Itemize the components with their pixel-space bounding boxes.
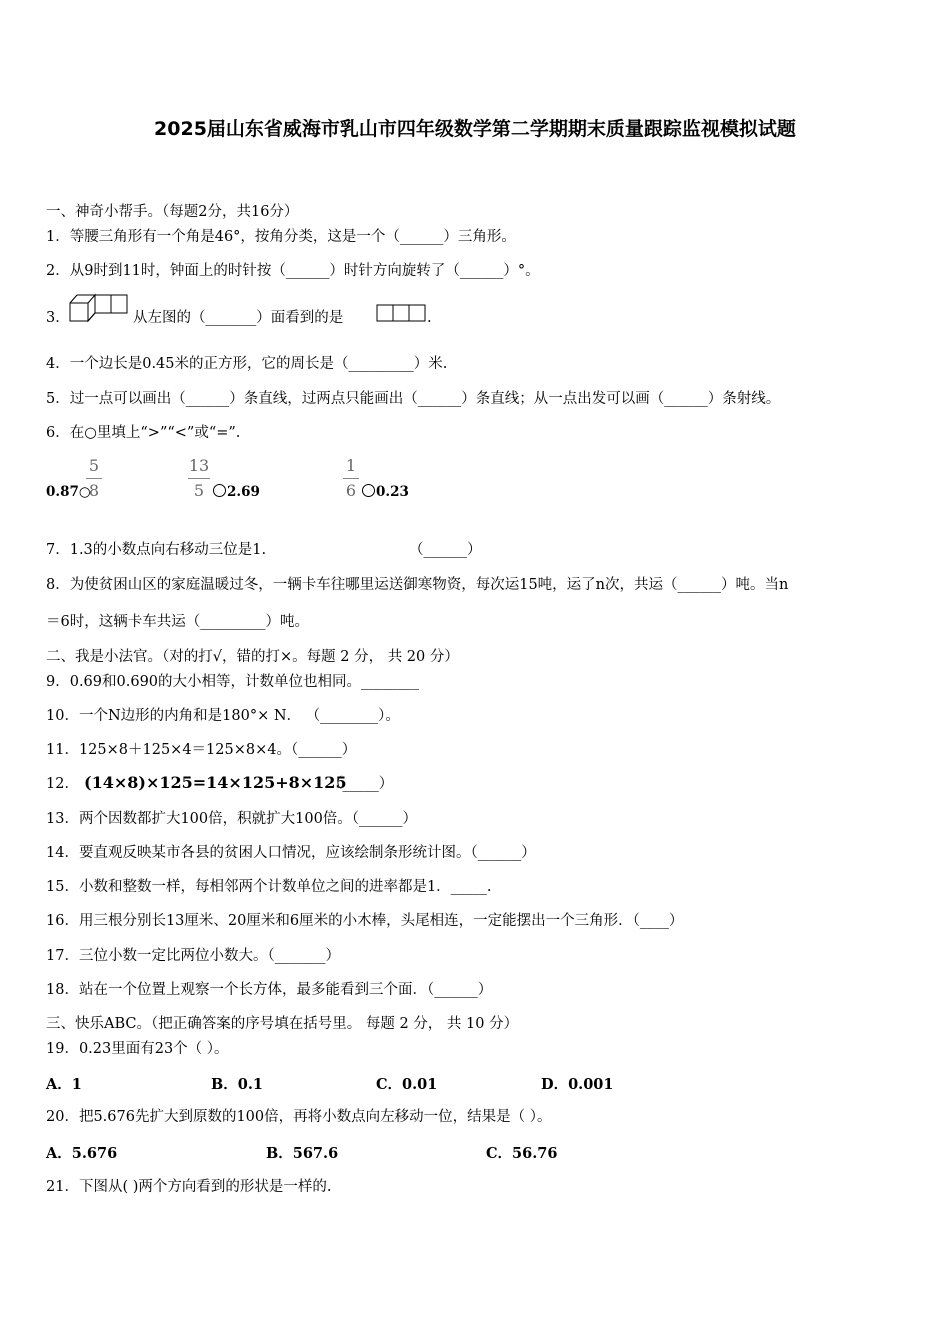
question-15: 15．小数和整数一样，每相邻两个计数单位之间的进率都是1．_____. bbox=[46, 879, 492, 895]
question-18: 18．站在一个位置上观察一个长方体，最多能看到三个面．（______） bbox=[46, 982, 493, 998]
q6c-numerator: 1 bbox=[345, 456, 357, 475]
question-20: 20．把5.676先扩大到原数的100倍，再将小数点向左移动一位，结果是（ ）。 bbox=[46, 1109, 552, 1125]
q6a-numerator: 5 bbox=[88, 456, 100, 475]
q6a-fraction-line bbox=[86, 478, 102, 479]
question-3-end: . bbox=[427, 310, 432, 326]
question-13: 13．两个因数都扩大100倍，积就扩大100倍。（______） bbox=[46, 811, 418, 827]
question-8-line-1: 8．为使贫困山区的家庭温暖过冬，一辆卡车往哪里运送御寒物资，每次运15吨，运了n次，共运（______）吨。当n bbox=[46, 577, 789, 593]
question-7: 7．1.3的小数点向右移动三位是1. bbox=[46, 542, 267, 558]
q6b-denominator: 5 bbox=[193, 481, 205, 500]
page-title: 2025届山东省威海市乳山市四年级数学第二学期期末质量跟踪监视模拟试题 bbox=[154, 118, 796, 140]
q6c-denominator: 6 bbox=[345, 481, 357, 500]
q6b-right: 2.69 bbox=[212, 482, 260, 502]
section-2-heading: 二、我是小法官。（对的打√，错的打×。每题 2 分， 共 20 分） bbox=[46, 649, 459, 665]
question-12-number: 12． bbox=[46, 776, 79, 792]
question-14: 14．要直观反映某市各县的贫困人口情况，应该绘制条形统计图。（______） bbox=[46, 845, 536, 861]
compare-circle[interactable] bbox=[362, 484, 375, 497]
question-4: 4．一个边长是0.45米的正方形，它的周长是（_________）米. bbox=[46, 356, 448, 372]
question-12-blank: （_____） bbox=[328, 776, 394, 792]
question-12-expression: (14×8)×125=14×125+8×125 bbox=[84, 773, 347, 792]
q6b-fraction-line bbox=[188, 478, 210, 479]
q20-option-a[interactable]: A．5.676 bbox=[46, 1145, 118, 1162]
q6c-fraction-line bbox=[343, 478, 359, 479]
section-1-heading: 一、神奇小帮手。（每题2分，共16分） bbox=[46, 204, 299, 220]
q19-option-c[interactable]: C．0.01 bbox=[376, 1076, 438, 1093]
question-6: 6．在○里填上“>”“<”或“=”. bbox=[46, 425, 241, 441]
section-3-heading: 三、快乐ABC。（把正确答案的序号填在括号里。 每题 2 分， 共 10 分） bbox=[46, 1016, 519, 1032]
question-3-text: 从左图的（_______）面看到的是 bbox=[133, 310, 344, 326]
question-5: 5．过一点可以画出（______）条直线，过两点只能画出（______）条直线；从一点出发可以画（______）条射线。 bbox=[46, 391, 781, 407]
question-3-number: 3． bbox=[46, 310, 70, 326]
cube-solid-figure bbox=[69, 293, 131, 323]
three-squares-view bbox=[376, 304, 428, 324]
question-19: 19．0.23里面有23个（ ）。 bbox=[46, 1041, 229, 1057]
q6a-denominator: 8 bbox=[88, 481, 100, 500]
question-10: 10．一个N边形的内角和是180°× N． （________）。 bbox=[46, 708, 400, 724]
question-7-blank: （______） bbox=[409, 542, 482, 558]
question-2: 2．从9时到11时，钟面上的时针按（______）时针方向旋转了（______）°。 bbox=[46, 263, 540, 279]
question-9: 9．0.69和0.690的大小相等，计数单位也相同。________ bbox=[46, 674, 420, 690]
q6b-numerator: 13 bbox=[188, 456, 210, 475]
q20-option-b[interactable]: B．567.6 bbox=[266, 1145, 339, 1162]
question-21: 21．下图从( )两个方向看到的形状是一样的. bbox=[46, 1179, 332, 1195]
q20-option-c[interactable]: C．56.76 bbox=[486, 1145, 558, 1162]
compare-circle[interactable] bbox=[213, 484, 226, 497]
q6a-left: 0.87○ bbox=[46, 484, 91, 500]
q19-option-a[interactable]: A．1 bbox=[46, 1076, 82, 1093]
q19-option-d[interactable]: D．0.001 bbox=[541, 1076, 614, 1093]
q6c-right: 0.23 bbox=[361, 482, 409, 502]
question-17: 17．三位小数一定比两位小数大。（_______） bbox=[46, 948, 340, 964]
question-1: 1．等腰三角形有一个角是46°，按角分类，这是一个（______）三角形。 bbox=[46, 229, 516, 245]
question-16: 16．用三根分别长13厘米、20厘米和6厘米的小木棒，头尾相连，一定能摆出一个三角形．（____） bbox=[46, 913, 684, 929]
q19-option-b[interactable]: B．0.1 bbox=[211, 1076, 263, 1093]
question-11: 11．125×8＋125×4＝125×8×4。（______） bbox=[46, 742, 357, 758]
question-8-line-2: ＝6时，这辆卡车共运（_________）吨。 bbox=[46, 614, 309, 630]
